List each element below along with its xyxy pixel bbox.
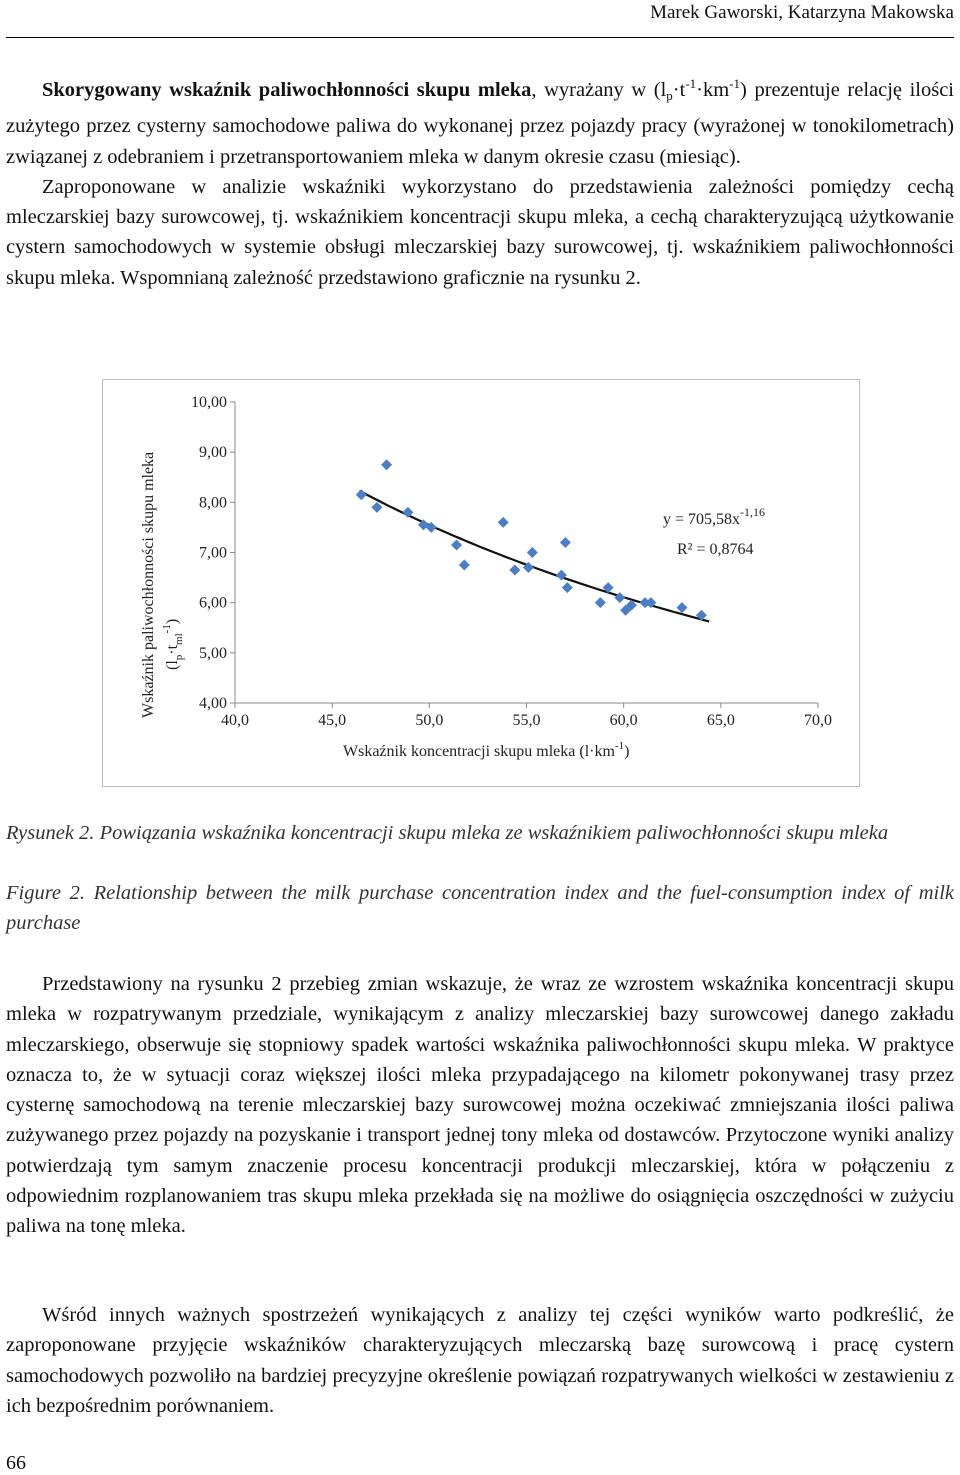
trendline (359, 491, 709, 622)
data-point (562, 582, 573, 593)
data-point (527, 547, 538, 558)
y-tick-label: 10,00 (191, 394, 227, 411)
x-tick-label: 50,0 (415, 712, 444, 729)
data-point (595, 597, 606, 608)
y-tick-label: 5,00 (199, 644, 227, 662)
y-tick-label: 7,00 (199, 544, 227, 562)
x-tick-label: 55,0 (512, 712, 541, 729)
x-tick-label: 40,0 (221, 712, 249, 729)
data-point (381, 459, 392, 470)
header-rule (6, 37, 954, 38)
running-header: Marek Gaworski, Katarzyna Makowska (650, 2, 954, 23)
paragraph-1: Skorygowany wskaźnik paliwochłonności skupu mleka, wyrażany w $(l_p\cdot t^{-1}\cdot km^{-1})$ prezentuje relację ilości zużytego przez cysterny samochodowe paliwa do wykonanej przez pojazdy pracy (wyrażonej w tonokilometrach) związanej z odebraniem i przetransportowaniem mleka w danym okresie czasu (miesiąc). Zaproponowane w analizie wskaźniki wykorzystano do przedstawienia zależności pomiędzy cechą mleczarskiej bazy surowcowej, tj. wskaźnikiem koncentracji skupu mleka, a cechą charakteryzującą użytkowanie cystern samochodowych w systemie obsługi mleczarskiej bazy surowcowej, tj. wskaźnikiem paliwochłonności skupu mleka. Wspomnianą zależność przedstawiono graficznie na rysunku 2. (6, 76, 954, 289)
y-axis-title: Wskaźnik paliwochłonności skupu mleka (140, 451, 157, 718)
x-tick-label: 45,0 (318, 712, 347, 729)
y-tick-label: 8,00 (199, 494, 227, 512)
y-tick-label: 6,00 (199, 594, 227, 612)
r-squared-label: R² = 0,8764 (677, 541, 754, 558)
data-point (451, 539, 462, 550)
data-point (459, 560, 470, 571)
caption-pl: Rysunek 2. Powiązania wskaźnika koncentracji skupu mleka ze wskaźnikiem paliwochłonności skupu mleka (6, 822, 889, 844)
paragraph-2: Przedstawiony na rysunku 2 przebieg zmian wskazuje, że wraz ze wzrostem wskaźnika koncentracji skupu mleka w rozpatrywanym przedziale, wynikającym z analizy mleczarskiej bazy surowcowej danego zakładu mleczarskiego, obserwuje się stopniowy spadek wartości wskaźnika paliwochłonności skupu mleka. W praktyce oznacza to, że w sytuacji coraz większej ilości mleka przypadającego na kilometr pokonywanej trasy przez cysternę samochodową na terenie mleczarskiej bazy surowcowej można oczekiwać zmniejszania ilości paliwa zużywanego przez pojazdy na pozyskanie i transport jednej tony mleka od dostawców. Przytoczone wyniki analizy potwierdzają tym samym znaczenie procesu koncentracji produkcji mleczarskiej, która w połączeniu z odpowiednim rozplanowaniem tras skupu mleka przekłada się na możliwe do osiągnięcia oszczędności w zużyciu paliwa na tonę mleka. (6, 973, 954, 1238)
data-point (371, 502, 382, 513)
paragraph-3: Wśród innych ważnych spostrzeżeń wynikających z analizy tej części wyników warto podkreślić, że zaproponowane przyjęcie wskaźników charakteryzujących mleczarską bazę surowcową i pracę cystern samochodowych pozwoliło na bardziej precyzyjne określenie powiązań rozpatrywanych wielkości w zestawieniu z ich bezpośrednim porównaniem. (6, 1304, 954, 1417)
caption-en: Figure 2. Relationship between the milk purchase concentration index and the fuel-consumption index of milk purchase (6, 882, 954, 934)
y-tick-label: 4,00 (199, 695, 227, 712)
equation-label: $y = 705,58x^{-1,16}$ (663, 505, 766, 528)
bold-term: Skorygowany wskaźnik paliwochłonności skupu mleka (42, 79, 532, 101)
x-tick-label: 60,0 (609, 712, 638, 729)
y-axis-unit: $(l_p\cdot t_{ml}^{-1})$ (161, 618, 185, 670)
data-point (560, 537, 571, 548)
data-point (498, 517, 509, 528)
data-point (356, 489, 367, 500)
x-tick-label: 65,0 (706, 712, 735, 729)
scatter-plot (103, 380, 859, 786)
y-tick-label: 9,00 (199, 444, 227, 462)
data-point (509, 565, 520, 576)
page-number: 66 (6, 1452, 26, 1474)
x-tick-label: 70,0 (804, 712, 832, 729)
figure-chart (102, 379, 860, 787)
x-axis-title: Wskaźnik koncentracji skupu mleka $(l\cdot km^{-1})$ (343, 740, 630, 760)
data-point (676, 602, 687, 613)
